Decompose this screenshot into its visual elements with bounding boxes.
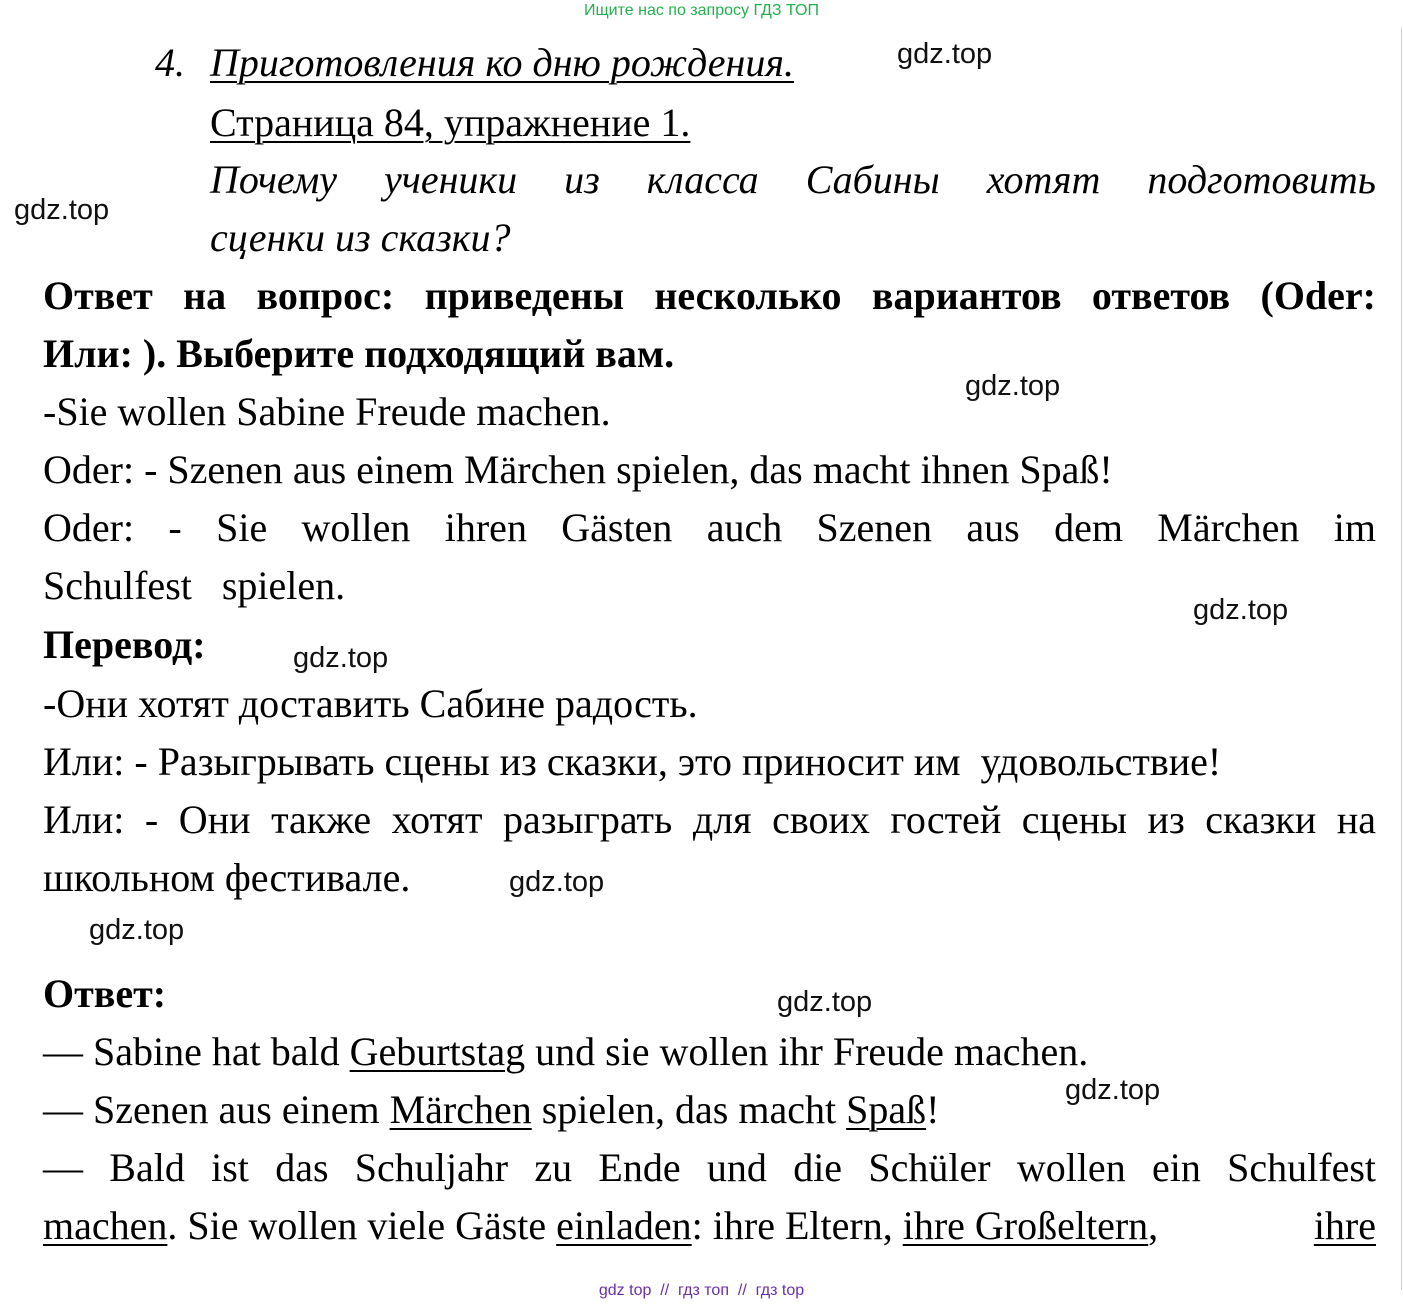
answer-line-4 bbox=[43, 1197, 1376, 1255]
answer-line-4-text-b: : ihre Eltern, bbox=[691, 1203, 903, 1248]
answer-line-1-text-a: — Sabine hat bald bbox=[43, 1029, 350, 1074]
search-banner: Ищите нас по запросу ГДЗ ТОП bbox=[584, 2, 819, 19]
answer-line-2-text-a: — Szenen aus einem bbox=[43, 1087, 390, 1132]
watermark: gdz.top bbox=[1065, 1074, 1161, 1106]
watermark: gdz.top bbox=[89, 914, 185, 946]
underlined-word-einladen: einladen bbox=[556, 1203, 692, 1248]
underlined-word-spass: Spaß bbox=[846, 1087, 927, 1132]
section-title: Приготовления ко дню рождения. bbox=[210, 40, 794, 85]
watermark: gdz.top bbox=[965, 370, 1061, 402]
question-line-1: Почему ученики из класса Сабины хотят подготовить bbox=[210, 157, 1376, 202]
answer-line-1 bbox=[43, 1023, 1088, 1081]
watermark: gdz.top bbox=[777, 986, 873, 1018]
translation-1: -Они хотят доставить Сабине радость. bbox=[43, 681, 698, 726]
german-variant-3-line-2: Schulfest spielen. bbox=[43, 563, 346, 608]
translation-2: Или: - Разыгрывать сцены из сказки, это приносит им удовольствие! bbox=[43, 739, 1222, 784]
answer-line-2-text-b: spielen, das macht bbox=[531, 1087, 847, 1132]
watermark: gdz.top bbox=[897, 38, 993, 70]
footer-links: gdz top // гдз топ // гдз top bbox=[598, 1282, 805, 1299]
answer-line-2-text-c: ! bbox=[926, 1087, 940, 1132]
answer-heading: Ответ: bbox=[43, 971, 167, 1016]
answer-line-4-text-a: . Sie wollen viele Gäste bbox=[167, 1203, 557, 1248]
answer-line-4-part-1 bbox=[43, 1197, 1168, 1255]
page-reference: Страница 84, упражнение 1. bbox=[210, 100, 691, 145]
watermark: gdz.top bbox=[1193, 594, 1289, 626]
underlined-word-maerchen: Märchen bbox=[389, 1087, 532, 1132]
watermark: gdz.top bbox=[14, 194, 110, 226]
german-variant-3-line-1: Oder: - Sie wollen ihren Gästen auch Szenen aus dem Märchen im bbox=[43, 505, 1376, 550]
answer-line-2 bbox=[43, 1081, 939, 1139]
answer-line-3: — Bald ist das Schuljahr zu Ende und die Schüler wollen ein Schulfest bbox=[43, 1145, 1376, 1190]
underlined-word-grosseltern: ihre Großeltern bbox=[902, 1203, 1149, 1248]
answer-line-4-text-c: , bbox=[1148, 1203, 1169, 1248]
underlined-word-machen: machen bbox=[43, 1203, 168, 1248]
page-border-line bbox=[1401, 28, 1402, 1290]
translation-3-line-1: Или: - Они также хотят разыграть для своих гостей сцены из сказки на bbox=[43, 797, 1376, 842]
answer-intro-line-1: Ответ на вопрос: приведены несколько вариантов ответов (Oder: bbox=[43, 273, 1376, 318]
translation-3-line-2: школьном фестивале. bbox=[43, 855, 411, 900]
german-variant-1: -Sie wollen Sabine Freude machen. bbox=[43, 389, 611, 434]
watermark: gdz.top bbox=[293, 642, 389, 674]
translation-heading: Перевод: bbox=[43, 622, 206, 667]
section-number: 4. bbox=[155, 40, 185, 85]
answer-intro-line-2: Или: ). Выберите подходящий вам. bbox=[43, 331, 675, 376]
watermark: gdz.top bbox=[509, 866, 605, 898]
german-variant-2: Oder: - Szenen aus einem Märchen spielen, das macht ihnen Spaß! bbox=[43, 447, 1113, 492]
question-line-2: сценки из сказки? bbox=[210, 215, 511, 260]
answer-line-1-text-b: und sie wollen ihr Freude machen. bbox=[525, 1029, 1089, 1074]
underlined-word-ihre: ihre bbox=[1313, 1203, 1376, 1248]
underlined-word-geburtstag: Geburtstag bbox=[349, 1029, 526, 1074]
